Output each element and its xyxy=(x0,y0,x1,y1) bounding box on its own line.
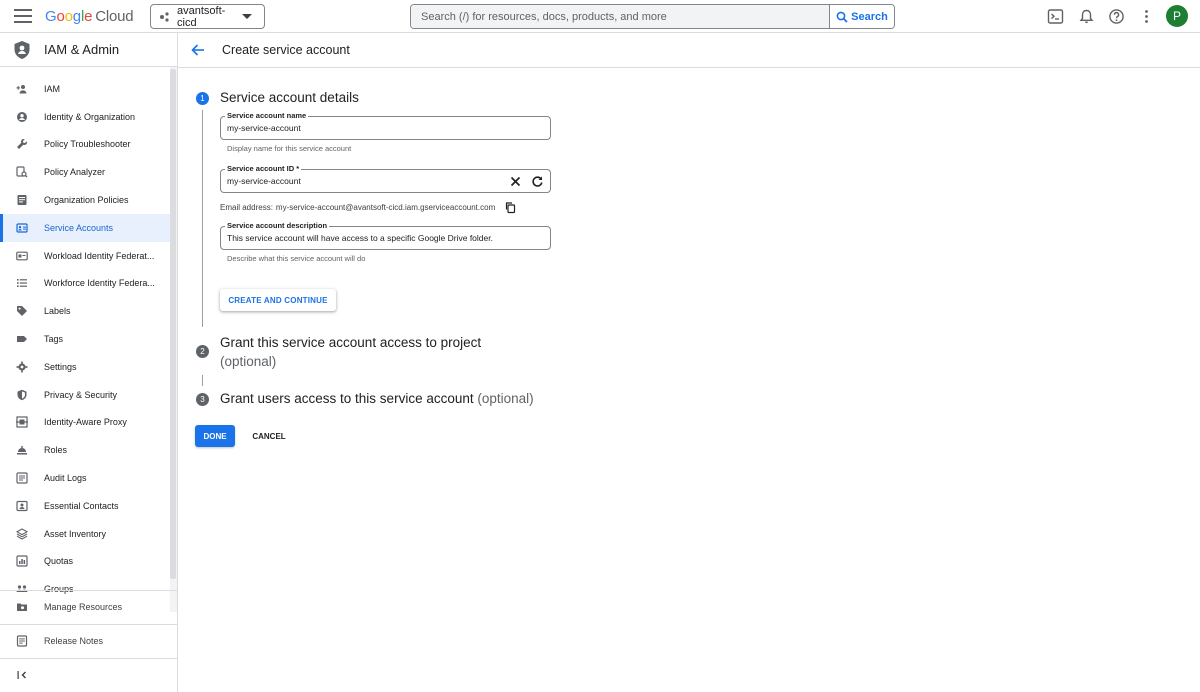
done-button[interactable]: DONE xyxy=(195,425,235,447)
list-icon xyxy=(16,277,28,289)
step-3-badge: 3 xyxy=(196,393,209,406)
sidebar-item-workforce-identity-federation[interactable]: Workforce Identity Federa... xyxy=(0,270,170,298)
sidebar-item-identity-aware-proxy[interactable]: Identity-Aware Proxy xyxy=(0,409,170,437)
sidebar-scrollbar[interactable] xyxy=(170,67,177,612)
more-vert-icon[interactable] xyxy=(1138,8,1155,25)
iam-shield-icon xyxy=(13,40,31,60)
sidebar-item-tags[interactable]: Tags xyxy=(0,325,170,353)
top-bar xyxy=(0,0,1200,33)
bell-icon[interactable] xyxy=(1078,8,1095,25)
label-icon xyxy=(16,305,28,317)
sidebar-item-privacy-security[interactable]: Privacy & Security xyxy=(0,381,170,409)
search-button[interactable]: Search xyxy=(829,5,894,28)
sidebar-item-organization-policies[interactable]: Organization Policies xyxy=(0,186,170,214)
account-circle-icon xyxy=(16,111,28,123)
step-3-optional: (optional) xyxy=(477,391,534,406)
roles-icon xyxy=(16,444,28,456)
wrench-icon xyxy=(16,138,28,150)
sidebar-item-identity-organization[interactable]: Identity & Organization xyxy=(0,103,170,131)
search-input[interactable] xyxy=(411,5,829,28)
project-picker[interactable] xyxy=(150,4,265,29)
service-account-id-input[interactable] xyxy=(227,176,497,186)
step-2-badge: 2 xyxy=(196,345,209,358)
inventory-icon xyxy=(16,528,28,540)
search-bar xyxy=(410,4,895,29)
step-1-badge: 1 xyxy=(196,92,209,105)
proxy-icon xyxy=(16,416,28,428)
service-account-name-label: Service account name xyxy=(227,111,307,120)
sidebar-item-labels[interactable]: Labels xyxy=(0,297,170,325)
step-connector xyxy=(202,110,203,327)
email-address-value: my-service-account@avantsoft-cicd.iam.gserviceaccount.com xyxy=(275,203,496,212)
sidebar-item-settings[interactable]: Settings xyxy=(0,353,170,381)
sidebar-item-roles[interactable]: Roles xyxy=(0,436,170,464)
copy-icon[interactable] xyxy=(505,202,516,213)
chevron-down-icon xyxy=(242,14,252,19)
release-notes-icon xyxy=(16,635,28,647)
help-icon[interactable] xyxy=(1108,8,1125,25)
menu-icon[interactable] xyxy=(14,9,32,23)
scrollbar-thumb[interactable] xyxy=(170,69,176,579)
service-account-name-hint: Display name for this service account xyxy=(227,144,352,153)
step-3-title: Grant users access to this service account (optional) xyxy=(220,391,534,406)
tag-icon xyxy=(16,333,28,345)
contacts-icon xyxy=(16,500,28,512)
policy-analyzer-icon xyxy=(16,166,28,178)
sidebar-item-manage-resources[interactable]: Manage Resources xyxy=(0,590,177,623)
service-account-icon xyxy=(16,222,28,234)
id-card-icon xyxy=(16,250,28,262)
sidebar-item-groups[interactable]: Groups xyxy=(0,575,170,603)
sidebar-item-release-notes[interactable]: Release Notes xyxy=(0,624,177,657)
document-icon xyxy=(16,194,28,206)
create-and-continue-button[interactable]: CREATE AND CONTINUE xyxy=(220,289,336,311)
person-add-icon xyxy=(16,83,28,95)
collapse-icon xyxy=(16,669,28,681)
step-2-title: Grant this service account access to project (optional) xyxy=(220,335,482,369)
back-arrow-icon[interactable] xyxy=(190,42,206,58)
sidebar-item-policy-analyzer[interactable]: Policy Analyzer xyxy=(0,158,170,186)
sidebar xyxy=(0,33,178,692)
sidebar-item-audit-logs[interactable]: Audit Logs xyxy=(0,464,170,492)
cloud-shell-icon[interactable] xyxy=(1047,8,1064,25)
email-address-row xyxy=(220,202,516,213)
sidebar-item-essential-contacts[interactable]: Essential Contacts xyxy=(0,492,170,520)
sidebar-nav xyxy=(0,75,170,595)
google-cloud-logo[interactable]: Google Cloud xyxy=(45,8,134,25)
service-account-name-field xyxy=(220,111,551,140)
service-account-id-label: Service account ID * xyxy=(227,164,300,173)
service-account-name-input[interactable] xyxy=(227,123,547,133)
page-title: Create service account xyxy=(222,43,350,57)
search-icon xyxy=(836,11,848,23)
sidebar-title: IAM & Admin xyxy=(44,42,120,57)
sidebar-item-workload-identity-federation[interactable]: Workload Identity Federat... xyxy=(0,242,170,270)
sidebar-item-policy-troubleshooter[interactable]: Policy Troubleshooter xyxy=(0,131,170,159)
step-2-optional: (optional) xyxy=(220,354,277,369)
page-header xyxy=(178,33,1200,68)
step-connector xyxy=(202,375,203,386)
service-account-id-field xyxy=(220,164,551,193)
service-account-description-hint: Describe what this service account will do xyxy=(227,254,366,263)
folder-settings-icon xyxy=(16,601,28,613)
gear-icon xyxy=(16,361,28,373)
sidebar-item-quotas[interactable]: Quotas xyxy=(0,548,170,576)
refresh-icon[interactable] xyxy=(531,175,544,188)
service-account-description-input[interactable] xyxy=(227,233,547,243)
quotas-icon xyxy=(16,555,28,567)
email-address-label: Email address: xyxy=(220,203,273,212)
close-icon[interactable] xyxy=(509,175,522,188)
shield-icon xyxy=(16,389,28,401)
step-1-title: Service account details xyxy=(220,90,359,105)
service-account-description-label: Service account description xyxy=(227,221,328,230)
audit-logs-icon xyxy=(16,472,28,484)
sidebar-item-asset-inventory[interactable]: Asset Inventory xyxy=(0,520,170,548)
collapse-sidebar-button[interactable] xyxy=(0,658,177,691)
sidebar-item-iam[interactable]: IAM xyxy=(0,75,170,103)
cancel-button[interactable]: CANCEL xyxy=(243,425,295,447)
sidebar-item-service-accounts[interactable]: Service Accounts xyxy=(0,214,170,242)
service-account-description-field xyxy=(220,221,551,250)
sidebar-header xyxy=(0,33,177,67)
project-icon xyxy=(159,11,171,23)
project-name: avantsoft-cicd xyxy=(177,4,226,29)
avatar[interactable]: P xyxy=(1166,5,1188,27)
